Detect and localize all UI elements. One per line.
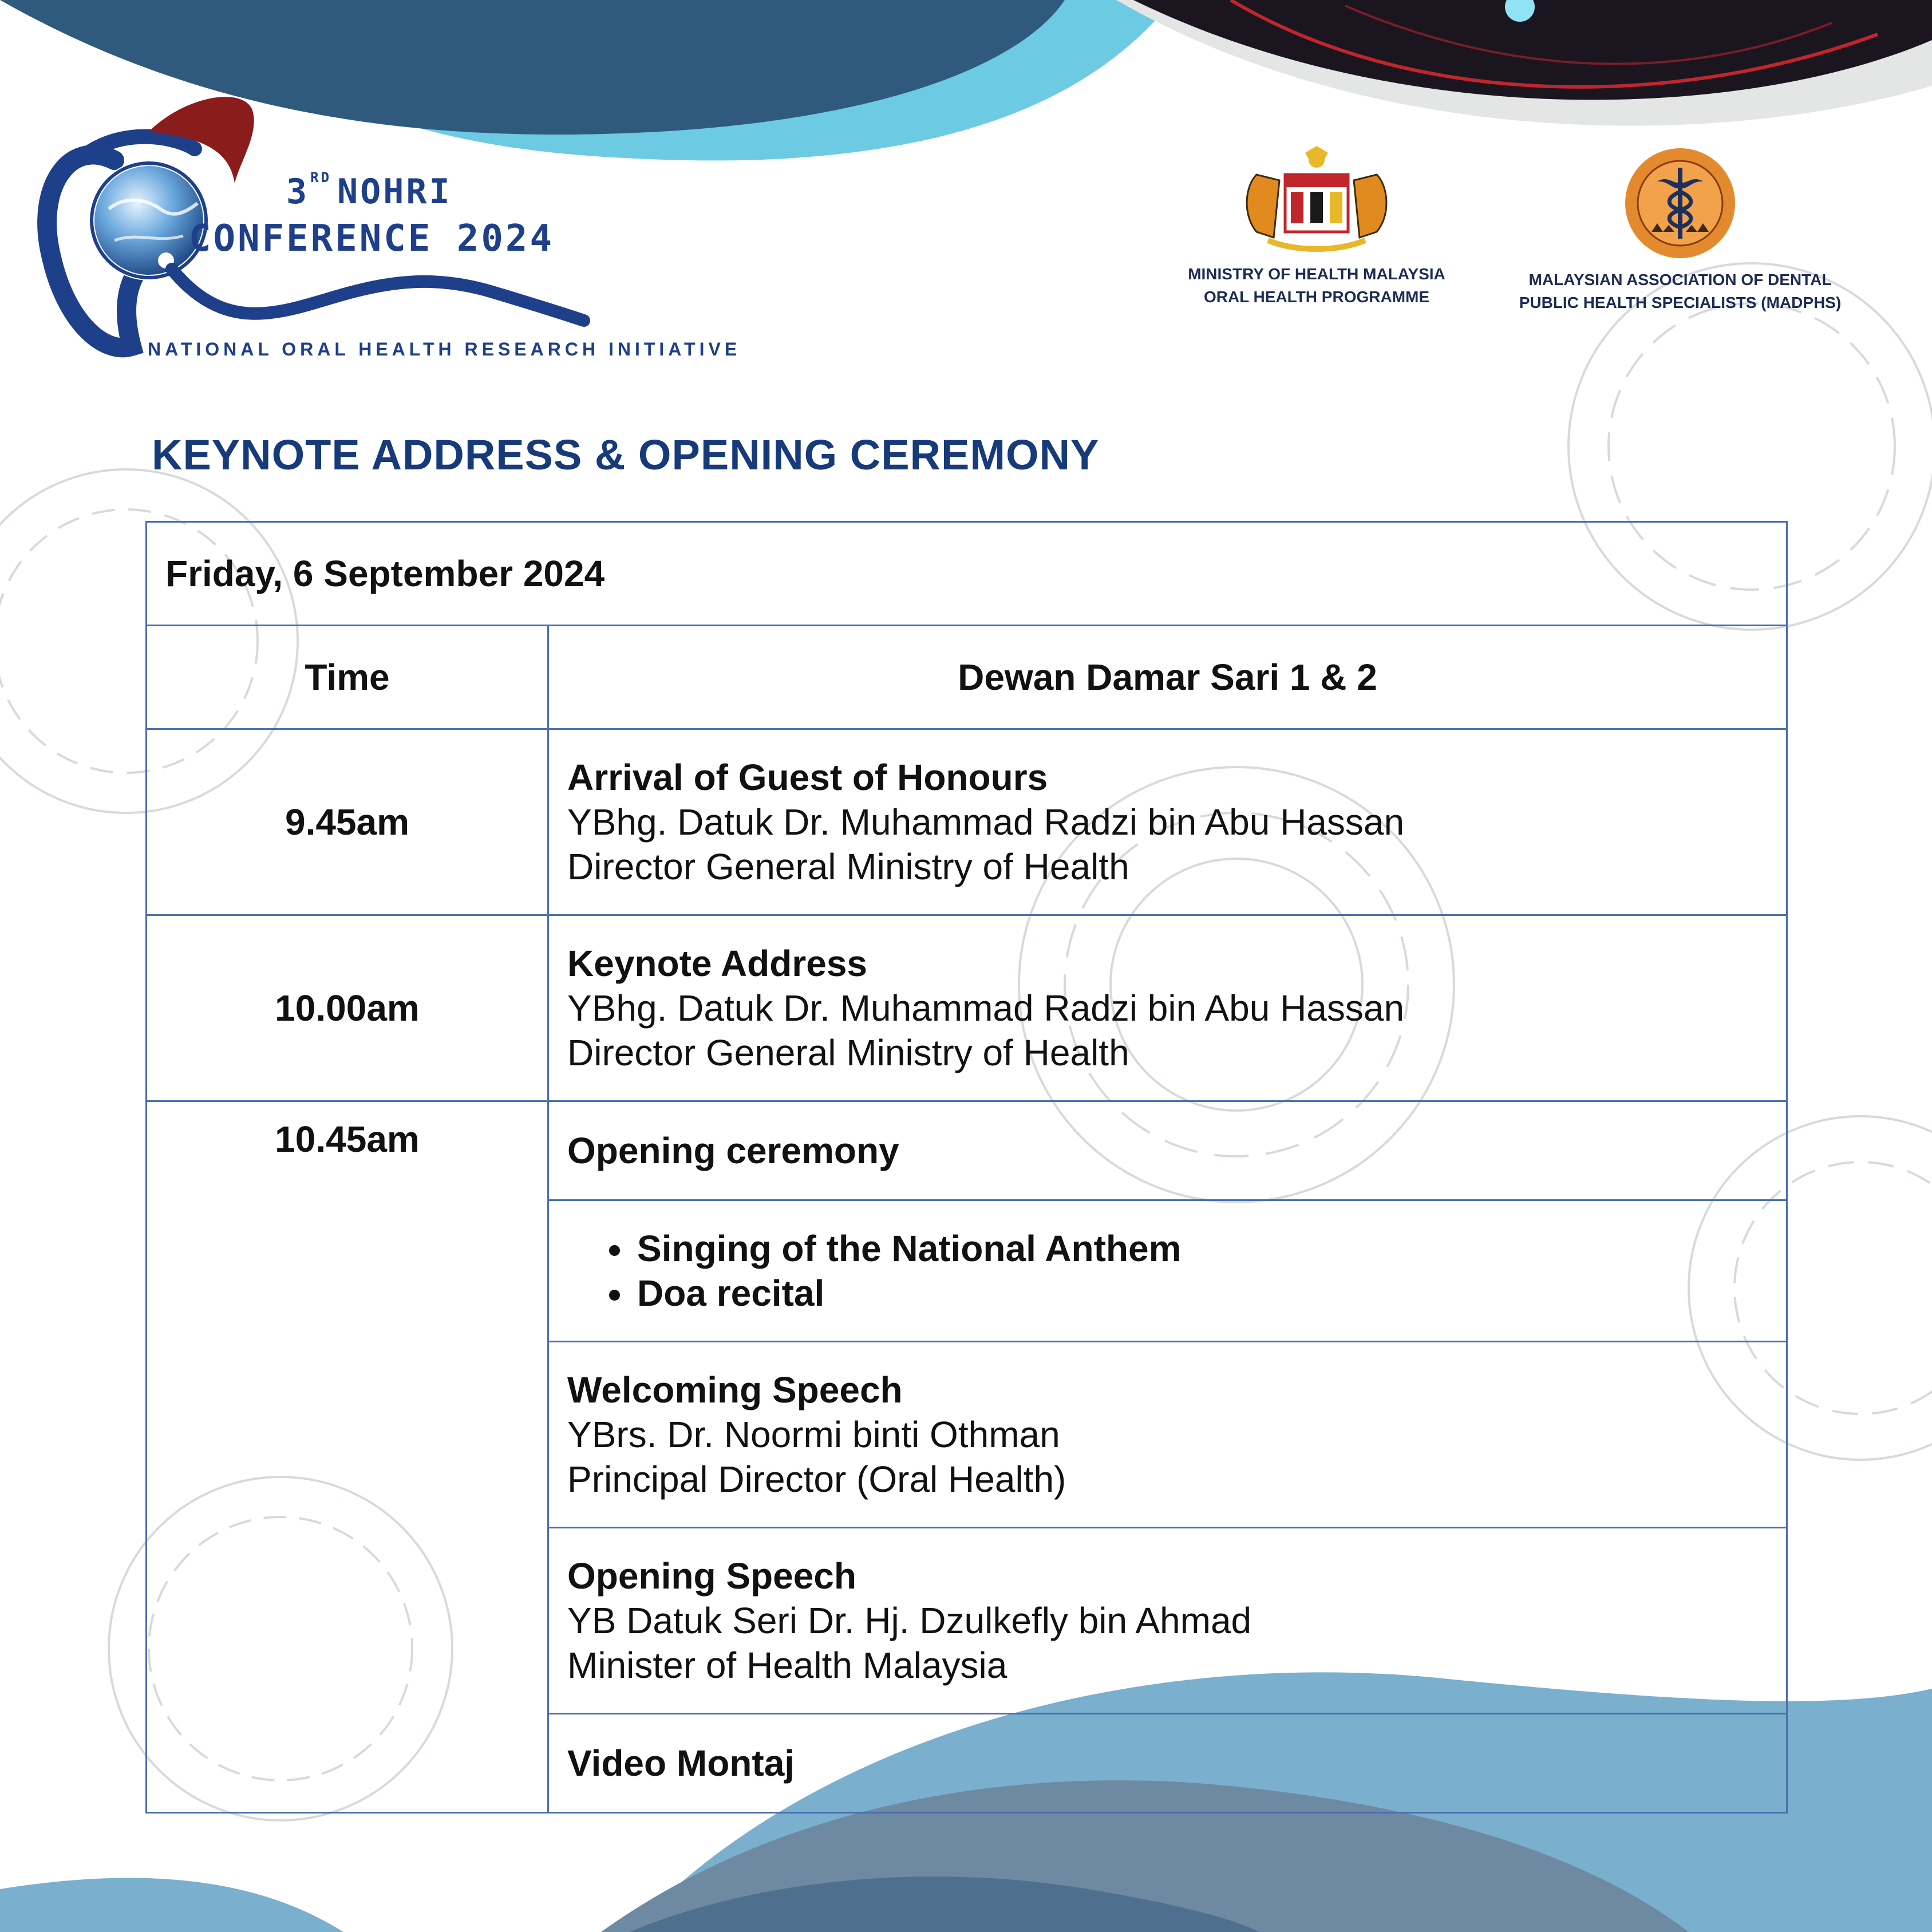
malaysia-coat-of-arms-icon (1239, 146, 1394, 255)
event-cell (548, 729, 1787, 915)
event-cell (548, 1342, 1787, 1528)
date-row (147, 522, 1787, 626)
page-title: KEYNOTE ADDRESS & OPENING CEREMONY (152, 431, 1100, 479)
partner-moh (1151, 146, 1483, 309)
event-title: Opening ceremony (567, 1130, 899, 1171)
schedule-table (145, 521, 1788, 1814)
logo-subtitle: NATIONAL ORAL HEALTH RESEARCH INITIATIVE (148, 339, 741, 359)
date-cell: Friday, 6 September 2024 (147, 522, 1787, 626)
time-cell: 10.45am (147, 1101, 548, 1813)
list-item: • Singing of the National Anthem (635, 1226, 1768, 1271)
event-title: Arrival of Guest of Honours (567, 757, 1048, 798)
list-item: • Doa recital (635, 1271, 1768, 1315)
table-row (147, 1101, 1787, 1200)
event-title: Keynote Address (567, 943, 867, 984)
logo-line-2: CONFERENCE 2024 (189, 218, 554, 260)
ceremony-bullet-list (567, 1226, 1768, 1315)
logo-superscript: RD (310, 169, 332, 185)
time-cell: 9.45am (147, 729, 548, 915)
event-title: Video Montaj (567, 1743, 795, 1784)
time-header: Time (147, 626, 548, 729)
event-title: Opening Speech (567, 1555, 856, 1597)
event-cell (548, 1101, 1787, 1200)
event-title: Welcoming Speech (567, 1369, 903, 1411)
event-role: Principal Director (Oral Health) (567, 1459, 1066, 1500)
event-role: Director General Ministry of Health (567, 846, 1129, 887)
event-speaker: YBrs. Dr. Noormi binti Othman (567, 1414, 1060, 1455)
partner-madphs-line2: PUBLIC HEALTH SPECIALISTS (MADPHS) (1519, 294, 1842, 311)
event-speaker: YBhg. Datuk Dr. Muhammad Radzi bin Abu Hassan (567, 801, 1405, 843)
venue-header: Dewan Damar Sari 1 & 2 (548, 626, 1787, 729)
event-cell (548, 915, 1787, 1101)
logo-line-1 (286, 169, 452, 212)
logo-name: NOHRI (337, 172, 452, 212)
wave-underline (172, 269, 584, 321)
header-row (147, 626, 1787, 729)
tooth-top (86, 137, 195, 155)
time-cell: 10.00am (147, 915, 548, 1101)
ceremony-list-cell (548, 1200, 1787, 1342)
event-role: Minister of Health Malaysia (567, 1645, 1008, 1686)
event-cell (548, 1528, 1787, 1714)
event-cell (548, 1714, 1787, 1813)
event-speaker: YBhg. Datuk Dr. Muhammad Radzi bin Abu Hassan (567, 987, 1405, 1029)
event-speaker: YB Datuk Seri Dr. Hj. Dzulkefly bin Ahmad (567, 1600, 1252, 1641)
partner-madphs (1497, 146, 1863, 314)
logo-number: 3 (286, 172, 310, 212)
caduceus-icon (1623, 146, 1737, 260)
table-row (147, 729, 1787, 915)
event-role: Director General Ministry of Health (567, 1032, 1129, 1073)
partner-moh-line1: MINISTRY OF HEALTH MALAYSIA (1188, 265, 1445, 283)
bottom-wave-left (0, 1878, 343, 1932)
partner-madphs-line1: MALAYSIAN ASSOCIATION OF DENTAL (1528, 271, 1832, 289)
table-row (147, 915, 1787, 1101)
partner-moh-line2: ORAL HEALTH PROGRAMME (1203, 288, 1430, 306)
